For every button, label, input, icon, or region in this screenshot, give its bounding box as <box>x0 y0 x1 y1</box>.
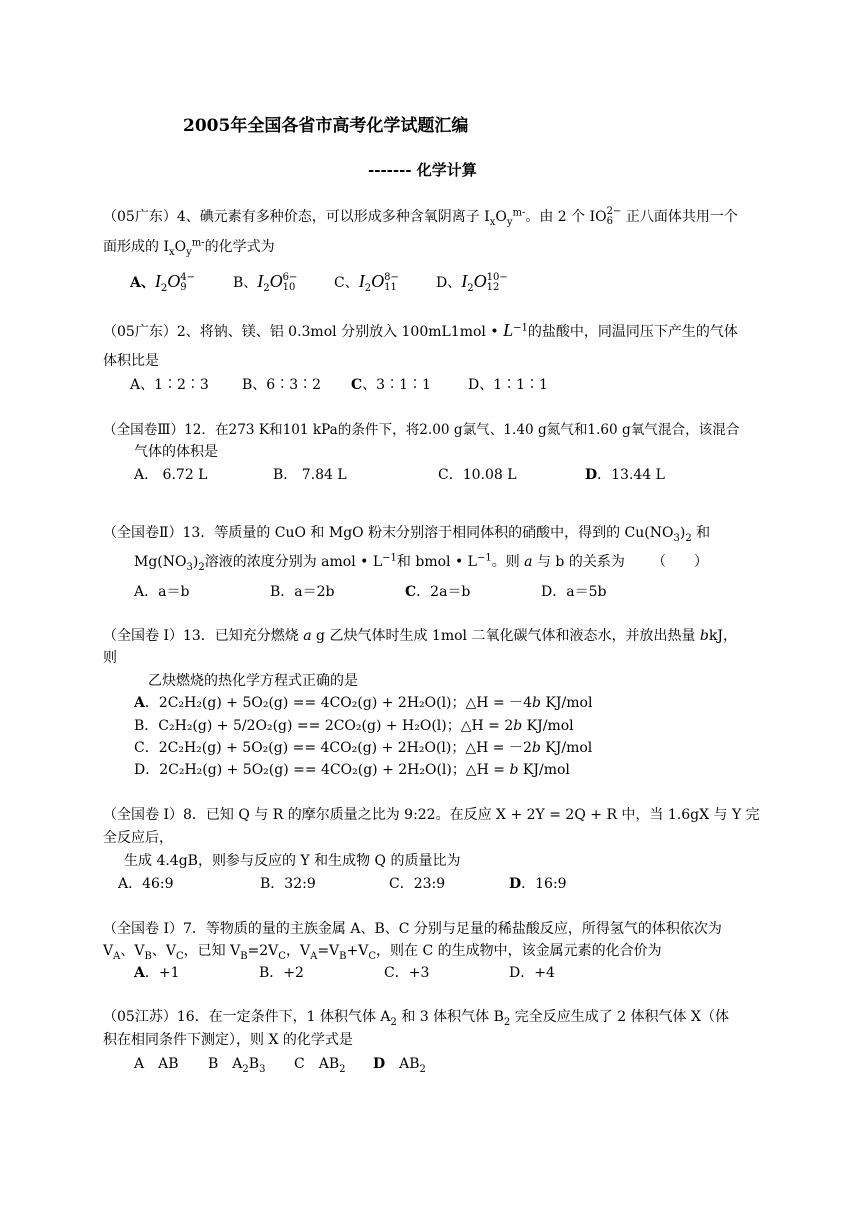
q4-option-d: D．a＝5b <box>541 584 607 600</box>
q4-line1: （全国卷Ⅱ）13．等质量的 CuO 和 MgO 粉末分别溶于相同体积的硝酸中，得到的 $Cu(NO_3)_2$ 和 <box>103 525 711 544</box>
q4-option-a: A．a＝b <box>134 584 190 600</box>
q3-option-b: B． 7.84 L <box>273 467 347 483</box>
io6-charge: 2− 6 <box>606 206 622 227</box>
q8-option-a: A AB <box>134 1056 179 1072</box>
q4-option-c: C．2a＝b <box>405 584 471 600</box>
q6-option-a: A．46:9 <box>118 876 174 892</box>
q5-option-b: B．C₂H₂(g) + 5/2O₂(g) == 2CO₂(g) + H₂O(l)；△H = 2b KJ/mol <box>134 718 574 734</box>
q6-option-d: D．16:9 <box>509 876 567 892</box>
q1-option-d: D、$I_2O$ 10− 12 <box>436 271 508 294</box>
q7-option-a: A．+1 <box>134 965 180 981</box>
q2-option-b: B、6∶3∶2 <box>242 377 322 393</box>
q6-line3: 生成 4.4gB，则参与反应的 Y 和生成物 Q 的质量比为 <box>124 853 461 869</box>
q4-answer-paren: （ ） <box>652 554 708 570</box>
q1-line2: 面形成的 $I_xO_y^{m-}$的化学式为 <box>103 237 275 258</box>
q4-line2: $Mg(NO_3)_2$溶液的浓度分别为 amol • $L^{-1}$和 bmol • $L^{-1}$。则 a 与 b 的关系为 <box>134 552 625 573</box>
q3-line2: 气体的体积是 <box>134 444 218 460</box>
q6-option-c: C．23:9 <box>389 876 446 892</box>
q1-option-c: C、$I_2O$ 8− 11 <box>334 271 399 294</box>
q1-line1: （05广东）4、碘元素有多种价态，可以形成多种含氧阴离子 $I_xO_y^{m-}$。由 2 个 IO 2− 6 正八面体共用一个 <box>103 206 738 228</box>
q3-option-d: D．13.44 L <box>585 467 665 483</box>
q2-option-c: C、3∶1∶1 <box>351 377 431 393</box>
q8-option-d: D $AB_2$ <box>373 1056 426 1075</box>
q8-option-c: C $AB_2$ <box>294 1056 346 1075</box>
q5-line1: （全国卷 I）13．已知充分燃烧 a g 乙炔气体时生成 1mol 二氧化碳气体和液态水，并放出热量 bkJ， <box>103 628 737 644</box>
q1-option-a: A、$I_2O$ 4− 9 <box>130 271 195 294</box>
q6-line1: （全国卷 I）8．已知 Q 与 R 的摩尔质量之比为 9:22。在反应 X + 2Y = 2Q + R 中，当 1.6gX 与 Y 完 <box>103 807 760 823</box>
q3-line1: （全国卷Ⅲ）12．在273 K和101 kPa的条件下，将2.00 g氯气、1.40 g氮气和1.60 g氧气混合，该混合 <box>103 422 740 438</box>
q4-option-b: B．a＝2b <box>270 584 335 600</box>
q6-option-b: B．32:9 <box>260 876 316 892</box>
q5-option-d: D．2C₂H₂(g) + 5O₂(g) == 4CO₂(g) + 2H₂O(l)；△H = b KJ/mol <box>134 762 570 778</box>
q2-line2: 体积比是 <box>103 353 159 369</box>
q7-option-d: D．+4 <box>509 965 555 981</box>
q7-option-c: C．+3 <box>384 965 430 981</box>
q8-line1: （05江苏）16．在一定条件下，1 体积气体 $A_2$ 和 3 体积气体 $B_2$ 完全反应生成了 2 体积气体 X（体 <box>103 1009 729 1028</box>
q5-option-a: A．2C₂H₂(g) + 5O₂(g) == 4CO₂(g) + 2H₂O(l)；△H = －4b KJ/mol <box>134 695 593 711</box>
page-title: 2005年全国各省市高考化学试题汇编 <box>183 116 469 136</box>
q5-line3: 乙炔燃烧的热化学方程式正确的是 <box>148 673 358 689</box>
q3-option-c: C．10.08 L <box>438 467 517 483</box>
q8-line2: 积在相同条件下测定），则 X 的化学式是 <box>103 1032 353 1048</box>
q5-line2: 则 <box>103 650 117 666</box>
q8-option-b: B $A_2B_3$ <box>208 1056 266 1075</box>
q6-line2: 全反应后， <box>103 830 173 846</box>
q2-line1: （05广东）2、将钠、镁、铝 0.3mol 分别放入 100mL1mol • $L^{-1}$的盐酸中，同温同压下产生的气体 <box>103 320 738 340</box>
q1-option-b: B、$I_2O$ 6− 10 <box>233 271 298 294</box>
q2-option-d: D、1∶1∶1 <box>468 377 548 393</box>
page-subtitle: ------- 化学计算 <box>368 161 477 179</box>
q5-option-c: C．2C₂H₂(g) + 5O₂(g) == 4CO₂(g) + 2H₂O(l)；△H = －2b KJ/mol <box>134 740 593 756</box>
q2-option-a: A、1∶2∶3 <box>130 377 209 393</box>
q7-line1: （全国卷 I）7．等物质的量的主族金属 A、B、C 分别与足量的稀盐酸反应，所得氢气的体积依次为 <box>103 921 722 937</box>
q3-option-a: A． 6.72 L <box>134 467 208 483</box>
q7-option-b: B．+2 <box>259 965 304 981</box>
q7-line2: $V_A$、$V_B$、$V_C$，已知 $V_B=2V_C$，$V_A=V_B+V_C$，则在 C 的生成物中，该金属元素的化合价为 <box>103 943 662 962</box>
